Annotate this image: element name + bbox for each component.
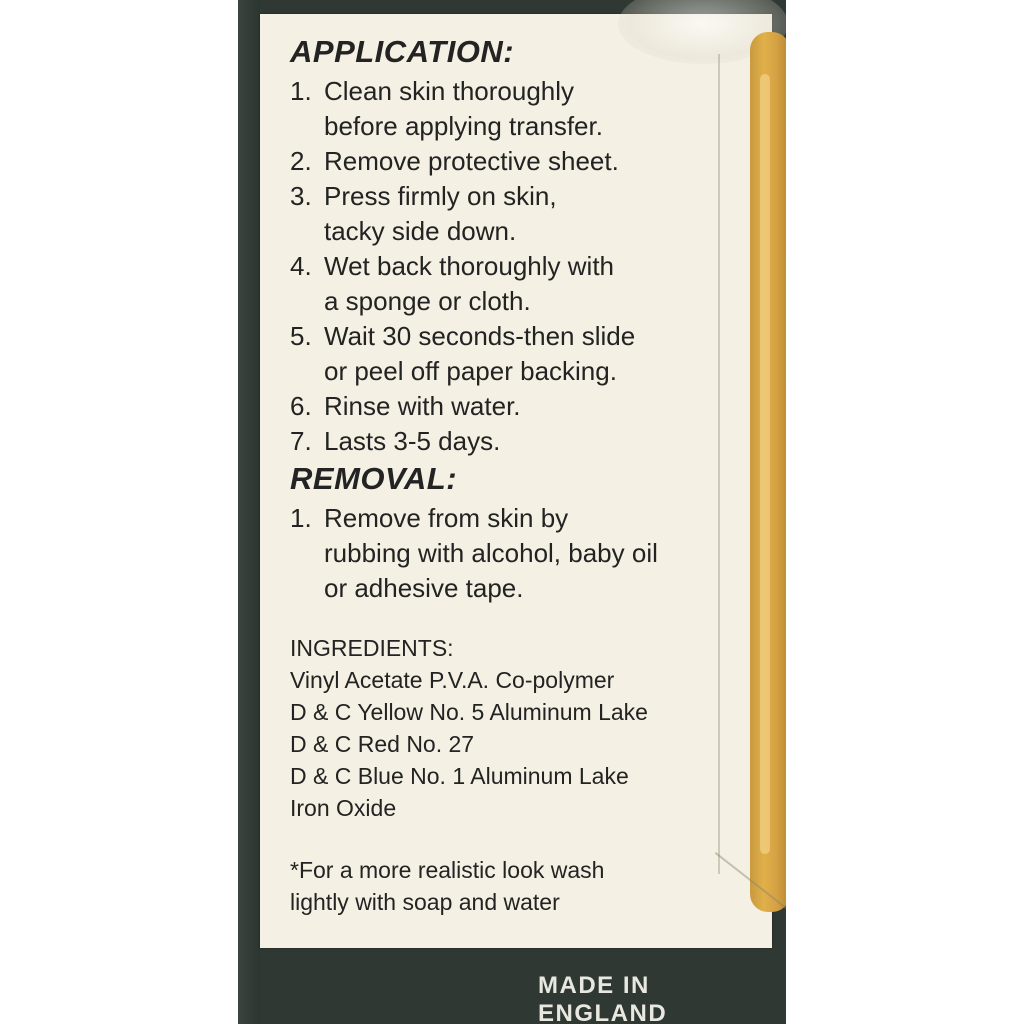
step-number: 1. [290, 503, 312, 533]
package-backing [238, 0, 786, 1024]
made-in-label: MADE IN ENGLAND [538, 972, 668, 1024]
application-step [290, 319, 770, 389]
step-number: 3. [290, 181, 312, 211]
removal-steps [290, 501, 770, 606]
ingredients-heading: INGREDIENTS: [290, 635, 454, 661]
ingredients-list [290, 632, 770, 824]
application-step [290, 424, 770, 459]
application-step [290, 144, 770, 179]
step-text: Press firmly on skin, tacky side down. [324, 181, 557, 246]
application-step [290, 249, 770, 319]
instructions-text [290, 34, 770, 918]
step-text: Remove from skin by rubbing with alcohol, baby oil or adhesive tape. [324, 503, 658, 603]
step-text: Lasts 3-5 days. [324, 426, 501, 456]
step-text: Rinse with water. [324, 391, 521, 421]
application-step [290, 74, 770, 144]
ingredient-item: D & C Red No. 27 [290, 731, 475, 757]
step-text: Wait 30 seconds-then slide or peel off paper backing. [324, 321, 636, 386]
step-number: 1. [290, 76, 312, 106]
ingredient-item: Iron Oxide [290, 795, 397, 821]
usage-note: *For a more realistic look wash lightly with soap and water [290, 857, 605, 915]
step-text: Clean skin thoroughly before applying transfer. [324, 76, 603, 141]
ingredient-item: Vinyl Acetate P.V.A. Co-polymer [290, 667, 615, 693]
package-edge [238, 0, 260, 1024]
step-number: 7. [290, 426, 312, 456]
application-heading: APPLICATION: [290, 34, 515, 69]
removal-step [290, 501, 770, 606]
application-step [290, 179, 770, 249]
step-number: 4. [290, 251, 312, 281]
application-steps [290, 74, 770, 459]
step-text: Wet back thoroughly with a sponge or cloth. [324, 251, 614, 316]
step-number: 2. [290, 146, 312, 176]
removal-heading: REMOVAL: [290, 461, 458, 496]
application-step [290, 389, 770, 424]
step-number: 6. [290, 391, 312, 421]
step-number: 5. [290, 321, 312, 351]
step-text: Remove protective sheet. [324, 146, 619, 176]
ingredient-item: D & C Yellow No. 5 Aluminum Lake [290, 699, 648, 725]
ingredient-item: D & C Blue No. 1 Aluminum Lake [290, 763, 629, 789]
